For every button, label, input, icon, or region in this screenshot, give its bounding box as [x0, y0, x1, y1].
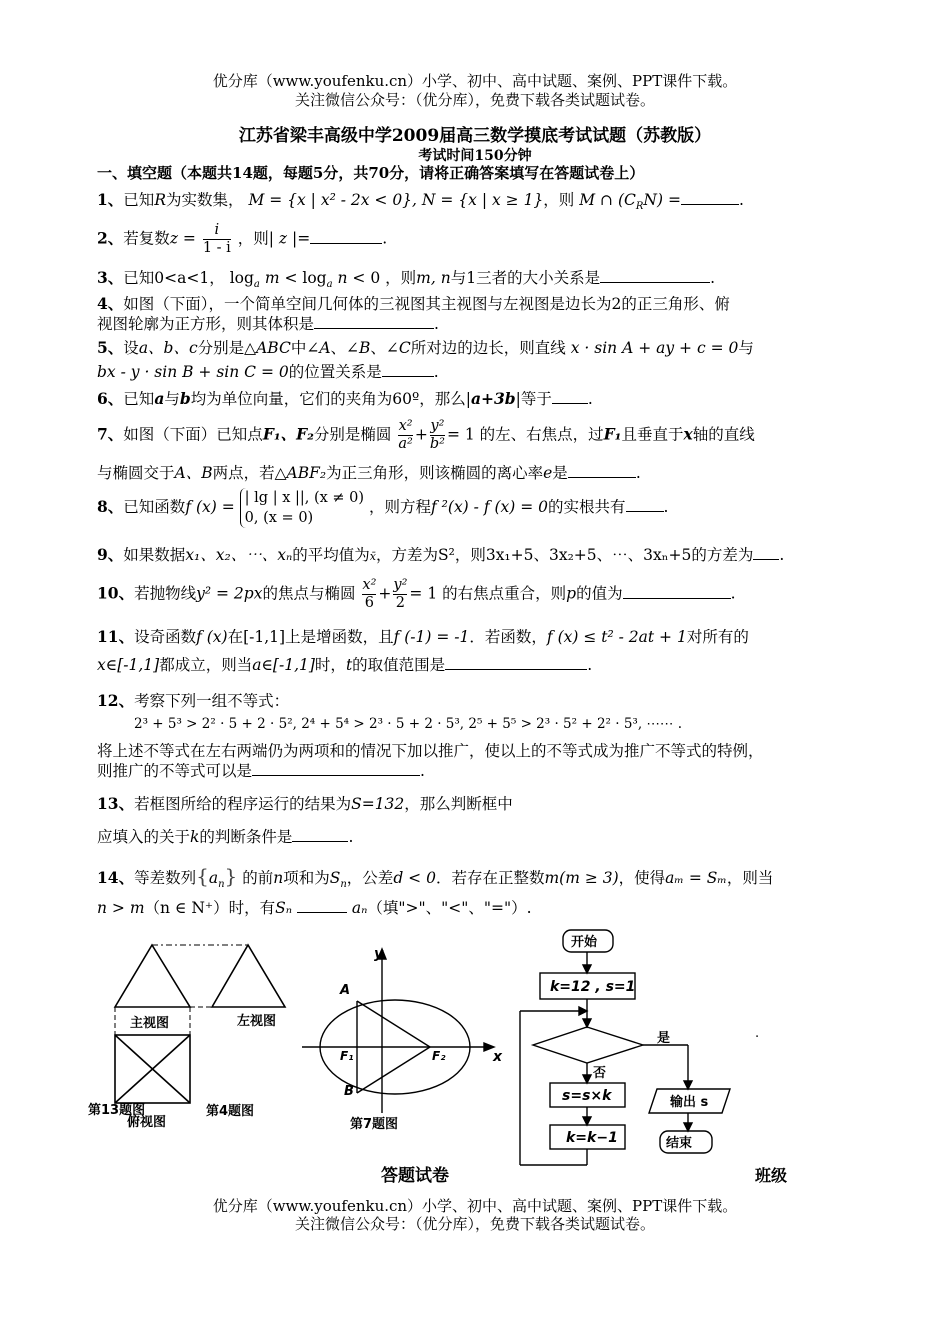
- question-9: 9、如果数据x₁、x₂、⋯、xₙ的平均值为x̄，方差为S²，则3x₁+5、3x₂+5、⋯、3xₙ+5的方差为 .: [97, 545, 785, 564]
- question-12-cont2: 则推广的不等式可以是 .: [97, 762, 425, 780]
- figures-area: [0, 925, 950, 1185]
- ellipse-figure: [302, 949, 494, 1113]
- start-label: 开始: [571, 935, 598, 950]
- question-11-cont: x∈[-1,1]都成立，则当a∈[-1,1]时，t的取值范围是 .: [97, 656, 593, 674]
- question-3: 3、已知0<a<1， $\log_a m < \log_a n < 0$ ，则m, n与1三者的大小关系是 .: [97, 268, 716, 291]
- footer-line-2: 关注微信公众号：（优分库），免费下载各类试题试卷。: [294, 1215, 655, 1233]
- section-heading: 一、填空题（本题共14题，每题5分，共70分，请将正确答案填写在答题试卷上）: [97, 164, 645, 182]
- question-14: 14、等差数列$\{a_n\}$ 的前n项和为$S_n$，公差d < 0．若存在正整数m(m ≥ 3)，使得aₘ = Sₘ，则当: [97, 864, 774, 891]
- end-label: 结束: [666, 1136, 693, 1151]
- footer-line-1: 优分库（www.youfenku.cn）小学、初中、高中试题、案例、PPT课件下载。: [212, 1197, 738, 1215]
- question-7: 7、如图（下面）已知点F₁、F₂分别是椭圆 $\frac{\text{x²}}{\text{a²}}$ + $\frac{\text{y²}}{\text{b²}}$ = 1 的左、右焦点，过F₁且垂直于x轴的直线: [97, 418, 755, 452]
- top-view-label: 俯视图: [127, 1115, 167, 1130]
- question-12-cont: 将上述不等式在左右两端仍为两项和的情况下加以推广，使以上的不等式成为推广不等式的特例，: [97, 742, 764, 760]
- fig13-caption: 第13题图: [88, 1103, 146, 1118]
- main-view-label: 主视图: [130, 1016, 170, 1031]
- question-11: 11、设奇函数f (x)在[-1,1]上是增函数，且f (-1) = -1．若函数，f (x) ≤ t² - 2at + 1对所有的: [97, 627, 749, 646]
- question-1: 1、已知R为实数集， M = {x | x² - 2x < 0}, N = {x | x ≥ 1}，则 M ∩ $(C_RN)$ = .: [97, 190, 744, 213]
- fig4-caption: 第4题图: [206, 1104, 255, 1119]
- question-2: 2、若复数z = $\frac{i}{1 - i}$ ，则| z |= .: [97, 222, 388, 256]
- class-label: 班级: [755, 1166, 788, 1185]
- question-13: 13、若框图所给的程序运行的结果为S=132，那么判断框中: [97, 794, 513, 813]
- question-4: 4、如图（下面），一个简单空间几何体的三视图其主视图与左视图是边长为2的正三角形、俯: [97, 294, 730, 313]
- question-14-cont: n > m（n ∈ N⁺）时，有Sₙ aₙ（填">"、"<"、"="）.: [97, 899, 532, 917]
- point-b-label: B: [344, 1084, 354, 1099]
- assign-label: s=s×k: [562, 1088, 612, 1104]
- main-view-triangle: [115, 945, 190, 1007]
- point-a-label: A: [340, 983, 351, 998]
- focus-f1-label: F₁: [340, 1049, 354, 1063]
- question-5: 5、设a、b、c分别是△ABC中∠A、∠B、∠C所对边的边长，则直线 x · sin A + ay + c = 0与: [97, 338, 754, 357]
- x-axis-label: x: [493, 1049, 503, 1065]
- decrement-label: k=k−1: [566, 1130, 618, 1146]
- left-view-label: 左视图: [237, 1014, 277, 1029]
- stray-dot: .: [755, 1026, 760, 1041]
- yes-label: 是: [657, 1031, 671, 1046]
- question-13-cont: 应填入的关于k的判断条件是 .: [97, 828, 354, 846]
- no-label: 否: [593, 1066, 607, 1081]
- question-6: 6、已知a与b均为单位向量，它们的夹角为60º，那么|a+3b|等于 .: [97, 389, 593, 408]
- question-4-cont: 视图轮廓为正方形，则其体积是 .: [97, 315, 439, 333]
- question-12-inequalities: 2³ + 5³ > 2² · 5 + 2 · 5², 2⁴ + 5⁴ > 2³ · 5 + 2 · 5³, 2⁵ + 5⁵ > 2³ · 5² + 2² · 5³, ⋯⋯ .: [134, 716, 682, 732]
- answer-sheet-label: 答题试卷: [381, 1166, 449, 1186]
- question-10: 10、若抛物线y² = 2px的焦点与椭圆 $\frac{\text{x²}}{6}$ + $\frac{\text{y²}}{2}$ = 1 的右焦点重合，则p的值为 .: [97, 577, 736, 611]
- exam-title: 江苏省梁丰高级中学2009届高三数学摸底考试试题（苏教版）: [238, 126, 712, 146]
- question-7-cont: 与椭圆交于A、B两点，若△ABF₂为正三角形，则该椭圆的离心率e是 .: [97, 464, 641, 482]
- y-axis-label: y: [374, 946, 384, 962]
- left-view-triangle: [212, 945, 285, 1007]
- flowchart: [520, 930, 730, 1165]
- exam-duration: 考试时间150分钟: [418, 148, 532, 164]
- init-label: k=12 , s=1: [550, 979, 636, 995]
- header-line-2: 关注微信公众号：（优分库），免费下载各类试题试卷。: [294, 91, 655, 109]
- output-label: 输出 s: [670, 1095, 709, 1110]
- question-8: 8、已知函数f (x) = | lg | x ||, (x ≠ 0) 0, (x = 0) ，则方程f ²(x) - f (x) = 0的实根共有 .: [97, 490, 669, 526]
- header-line-1: 优分库（www.youfenku.cn）小学、初中、高中试题、案例、PPT课件下载。: [212, 72, 738, 90]
- focus-f2-label: F₂: [432, 1049, 446, 1063]
- question-5-cont: bx - y · sin B + sin C = 0的位置关系是 .: [97, 363, 439, 381]
- fig7-caption: 第7题图: [350, 1117, 399, 1132]
- decision-node: [533, 1027, 643, 1063]
- question-12: 12、考察下列一组不等式：: [97, 691, 290, 710]
